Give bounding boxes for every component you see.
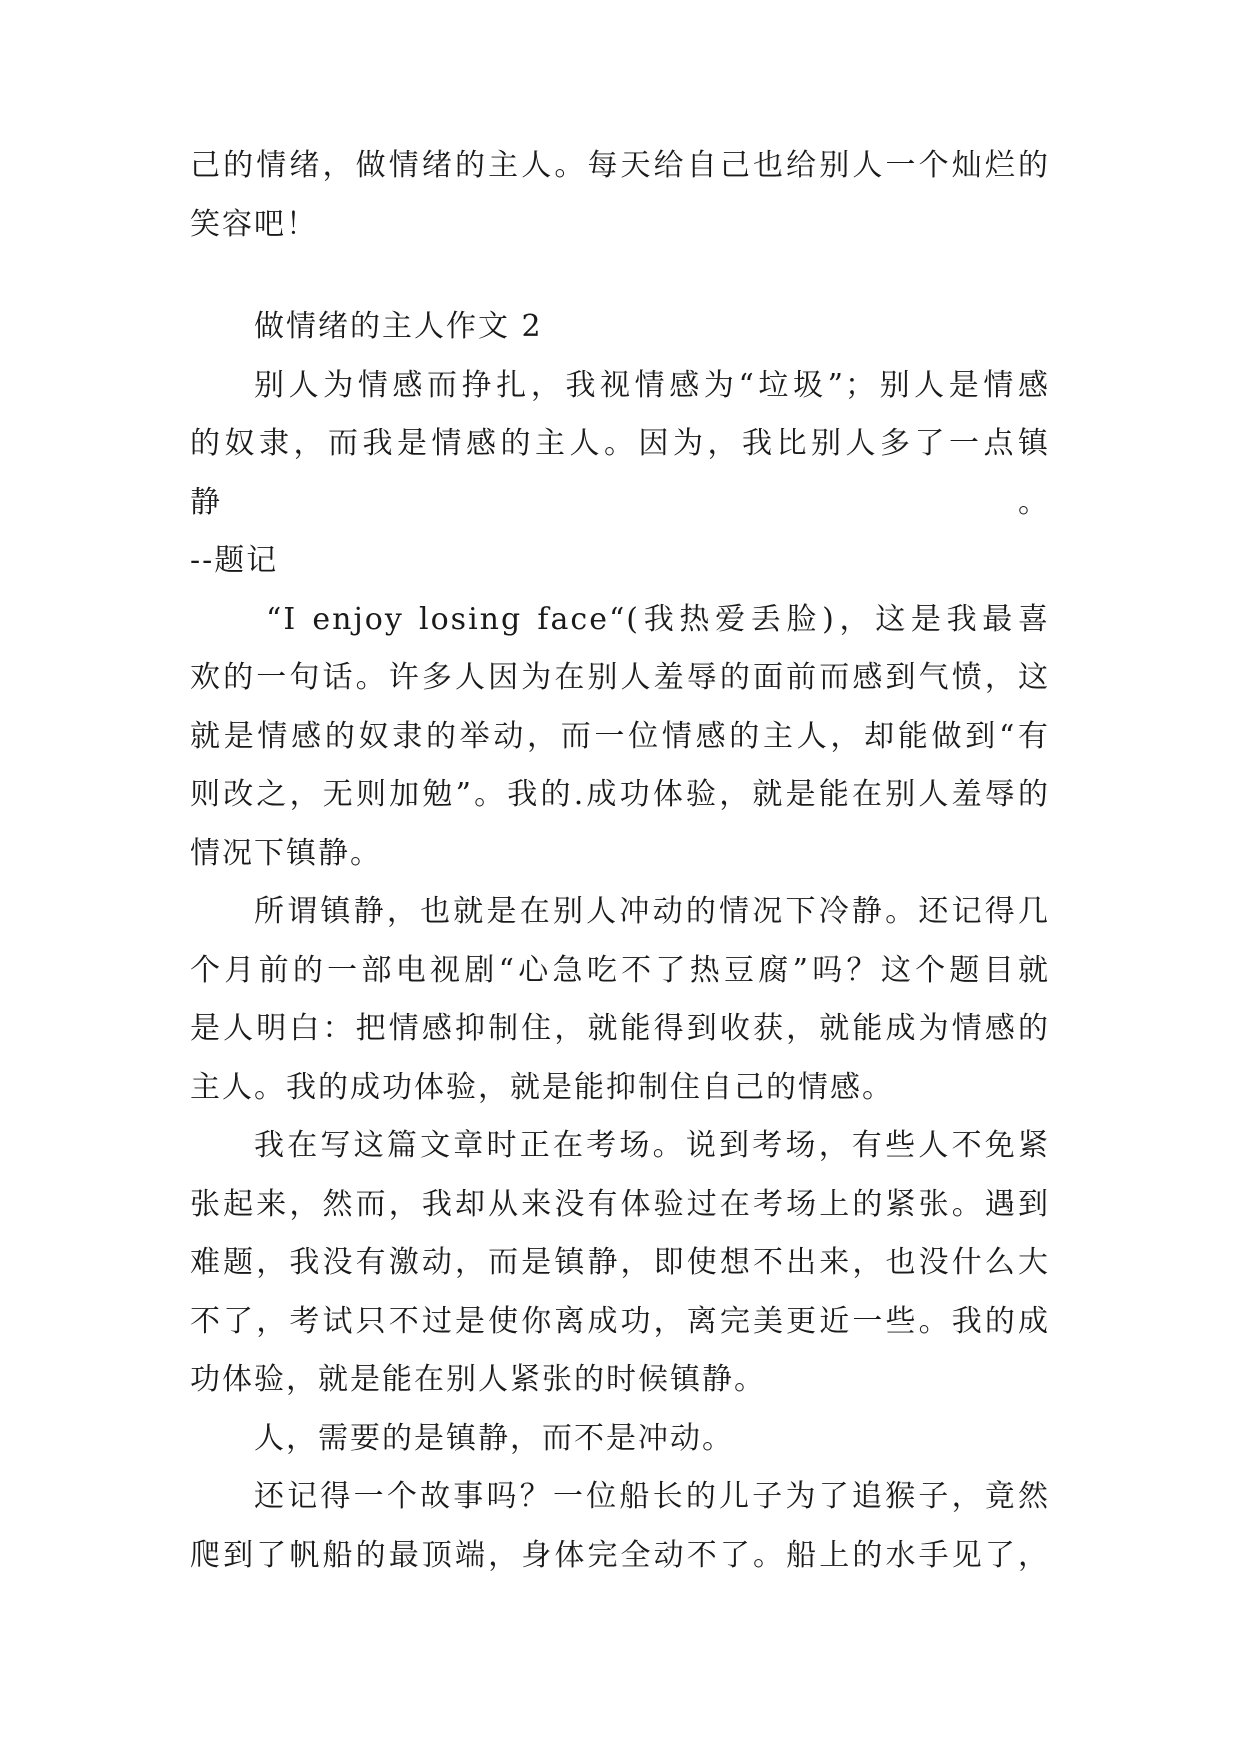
text-line: 则改之，无则加勉”。我的.成功体验，就是能在别人羞辱的 — [190, 777, 1050, 812]
text-line: 不了，考试只不过是使你离成功，离完美更近一些。我的成 — [190, 1303, 1050, 1339]
text-line: 难题，我没有激动，而是镇静，即使想不出来，也没什么大 — [190, 1245, 1050, 1280]
text-line: 所谓镇静，也就是在别人冲动的情况下冷静。还记得几 — [254, 894, 1050, 929]
text-line: 人，需要的是镇静，而不是冲动。 — [254, 1420, 734, 1456]
text-line: 的奴隶，而我是情感的主人。因为，我比别人多了一点镇静。 — [190, 426, 1050, 520]
text-line: 主人。我的成功体验，就是能抑制住自己的情感。 — [190, 1069, 894, 1105]
text-line: 笑容吧！ — [190, 206, 318, 242]
essay-heading: 做情绪的主人作文 2 — [254, 309, 543, 344]
text-line: --题记 — [190, 543, 279, 578]
text-line: 情况下镇静。 — [190, 835, 382, 871]
text-line: 别人为情感而挣扎，我视情感为“垃圾”；别人是情感 — [254, 367, 1050, 403]
text-line: 爬到了帆船的最顶端，身体完全动不了。船上的水手见了， — [190, 1537, 1050, 1573]
text-line: 张起来，然而，我却从来没有体验过在考场上的紧张。遇到 — [190, 1186, 1050, 1222]
text-line: 我在写这篇文章时正在考场。说到考场，有些人不免紧 — [254, 1128, 1050, 1163]
text-line: 个月前的一部电视剧“心急吃不了热豆腐”吗？这个题目就 — [190, 952, 1050, 988]
text-line: “I enjoy losing face“(我热爱丢脸)，这是我最喜 — [266, 601, 1050, 637]
essay-section — [190, 298, 1050, 1585]
paragraph-ending — [190, 137, 1050, 254]
text-line: 是人明白：把情感抑制住，就能得到收获，就能成为情感的 — [190, 1011, 1050, 1046]
text-line: 还记得一个故事吗？一位船长的儿子为了追猴子，竟然 — [254, 1479, 1050, 1514]
text-line: 就是情感的奴隶的举动，而一位情感的主人，却能做到“有 — [190, 718, 1050, 754]
text-line: 欢的一句话。许多人因为在别人羞辱的面前而感到气愤，这 — [190, 660, 1050, 695]
text-line: 己的情绪，做情绪的主人。每天给自己也给别人一个灿烂的 — [190, 148, 1050, 183]
text-line: 功体验，就是能在别人紧张的时候镇静。 — [190, 1362, 766, 1397]
